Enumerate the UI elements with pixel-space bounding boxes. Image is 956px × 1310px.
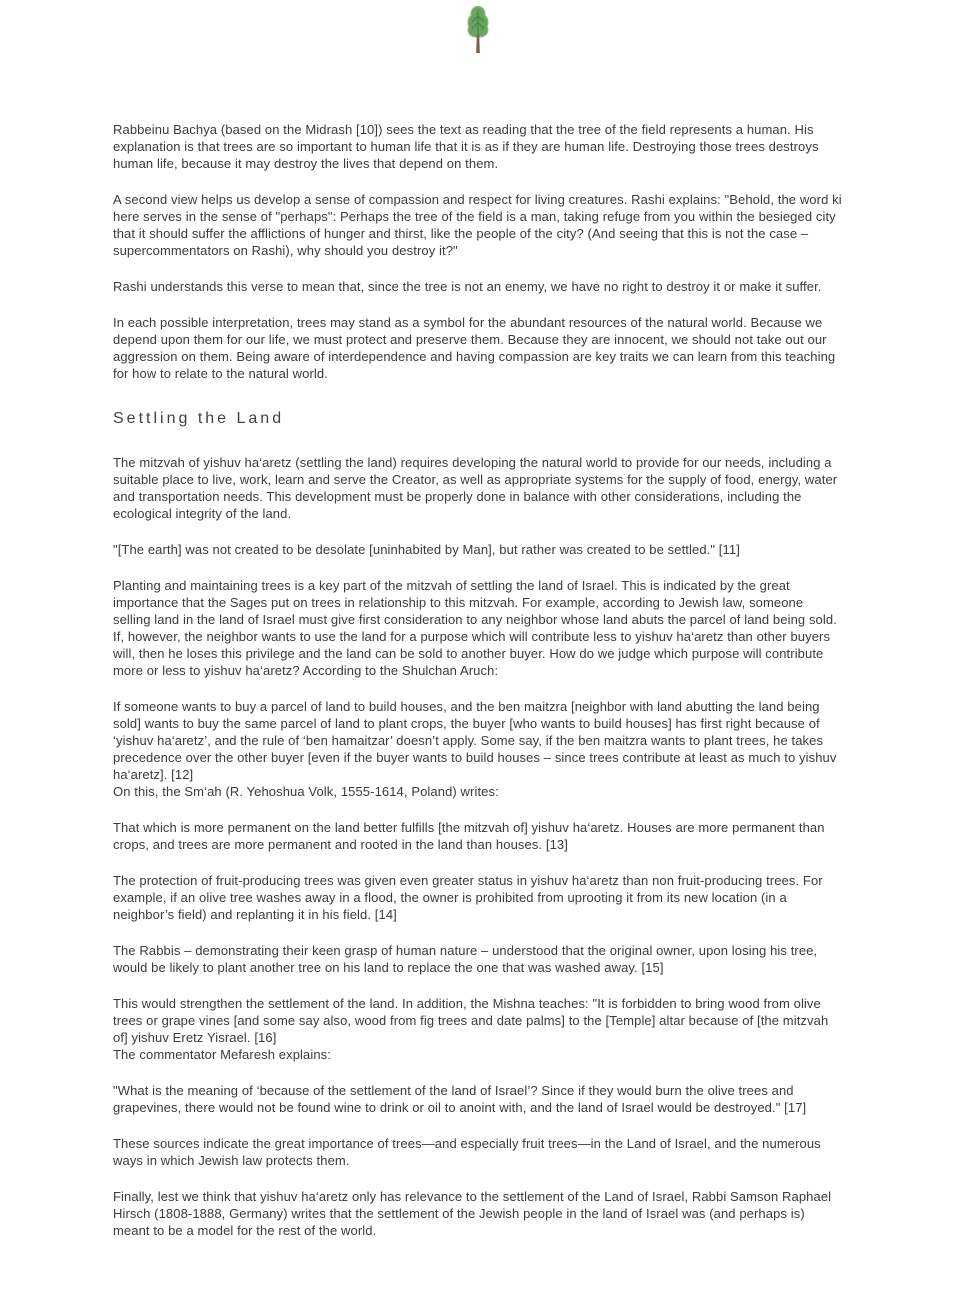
tree-icon bbox=[462, 5, 494, 55]
paragraph-second-view-rashi: A second view helps us develop a sense of compassion and respect for living creatures. Rashi explains: "Behold, the word ki here serves in the sense of "perhaps": Perhaps the tree of the field is a man, taking refuge from you within the besieged city that it should suffer the afflictions of hunger and thirst, like the people of the city? (And seeing that this is not the case – supercommentators on Rashi), why should you destroy it?" bbox=[113, 192, 842, 258]
section-heading-settling-the-land: Settling the Land bbox=[113, 410, 285, 427]
paragraph-rabbis-human-nature: The Rabbis – demonstrating their keen grasp of human nature – understood that the original owner, upon losing his tree, would be likely to plant another tree on his land to replace the one that was washed away. [15] bbox=[113, 943, 818, 975]
paragraph-mishna-teaches: This would strengthen the settlement of the land. In addition, the Mishna teaches: "It is forbidden to bring wood from olive trees or grape vines [and some say also, wood from fig trees and date palms] to the [Temple] altar because of [the mitzvah of] yishuv Eretz Yisrael. [16] bbox=[113, 996, 829, 1045]
paragraph-hirsch-model: Finally, lest we think that yishuv ha‘aretz only has relevance to the settlement of the Land of Israel, Rabbi Samson Raphael Hirsch (1808-1888, Germany) writes that the settlement of the Jewish people in the land of Israel was (and perhaps is) meant to be a model for the rest of the world. bbox=[113, 1189, 832, 1238]
paragraph-rabbeinu-bachya: Rabbeinu Bachya (based on the Midrash [10]) sees the text as reading that the tree of the field represents a human. His explanation is that trees are so important to human life that it is as if they are human life. Destroying those trees destroys human life, because it may destroy the lives that depend on them. bbox=[113, 122, 819, 171]
paragraph-mitzvah-yishuv: The mitzvah of yishuv ha‘aretz (settling the land) requires developing the natural world to provide for our needs, including a suitable place to live, work, learn and serve the Creator, as well as appropriate systems for the supply of food, energy, water and transportation needs. This development must be properly done in balance with other considerations, including the ecological integrity of the land. bbox=[113, 455, 838, 521]
header-logo bbox=[0, 0, 956, 55]
paragraph-planting-trees-key: Planting and maintaining trees is a key part of the mitzvah of settling the land of Israel. This is indicated by the great importance that the Sages put on trees in relationship to this mitzvah. For example, according to Jewish law, someone selling land in the land of Israel must give first consideration to any neighbor whose land abuts the parcel of land being sold. If, however, the neighbor wants to use the land for a purpose which will contribute less to yishuv ha‘aretz than other buyers will, then he loses this privilege and the land can be sold to another buyer. How do we judge which purpose will contribute more or less to yishuv ha‘aretz? According to the Shulchan Aruch: bbox=[113, 578, 837, 678]
paragraph-smah-quote: That which is more permanent on the land better fulfills [the mitzvah of] yishuv ha‘aretz. Houses are more permanent than crops, and trees are more permanent and rooted in the land than houses. [13] bbox=[113, 820, 825, 852]
paragraph-mefaresh-quote: "What is the meaning of ‘because of the settlement of the land of Israel’? Since if they would burn the olive trees and grapevines, there would not be found wine to drink or oil to anoint with, and the land of Israel would be destroyed." [17] bbox=[113, 1083, 807, 1115]
paragraph-interpretation-symbol: In each possible interpretation, trees may stand as a symbol for the abundant resources of the natural world. Because we depend upon them for our life, we must protect and preserve them. Because they are innocent, we should not take out our aggression on them. Being aware of interdependence and having compassion are key traits we can learn from this teaching for how to relate to the natural world. bbox=[113, 315, 836, 381]
article-body bbox=[113, 121, 843, 1239]
paragraph-smah-intro: On this, the Sm‘ah (R. Yehoshua Volk, 1555-1614, Poland) writes: bbox=[113, 784, 499, 799]
paragraph-fruit-tree-protection: The protection of fruit-producing trees was given even greater status in yishuv ha‘aretz than non fruit-producing trees. For example, if an olive tree washes away in a flood, the owner is prohibited from uprooting it from its new location (in a neighbor’s field) and replanting it in his field. [14] bbox=[113, 873, 823, 922]
paragraph-sources-importance: These sources indicate the great importance of trees—and especially fruit trees—in the Land of Israel, and the numerous ways in which Jewish law protects them. bbox=[113, 1136, 821, 1168]
paragraph-rashi-understands: Rashi understands this verse to mean that, since the tree is not an enemy, we have no right to destroy it or make it suffer. bbox=[113, 279, 822, 294]
paragraph-shulchan-aruch-quote: If someone wants to buy a parcel of land to build houses, and the ben maitzra [neighbor with land abutting the land being sold] wants to buy the same parcel of land to plant crops, the buyer [who wants to build houses] has first right because of ‘yishuv ha‘aretz’, and the rule of ‘ben hamaitzar’ doesn’t apply. Some say, if the ben maitzra wants to plant trees, he takes precedence over the other buyer [even if the buyer wants to build houses – since trees contribute at least as much to yishuv ha‘aretz]. [12] bbox=[113, 699, 837, 782]
paragraph-earth-quote: "[The earth] was not created to be desolate [uninhabited by Man], but rather was created to be settled." [11] bbox=[113, 542, 740, 557]
paragraph-mefaresh-intro: The commentator Mefaresh explains: bbox=[113, 1047, 331, 1062]
